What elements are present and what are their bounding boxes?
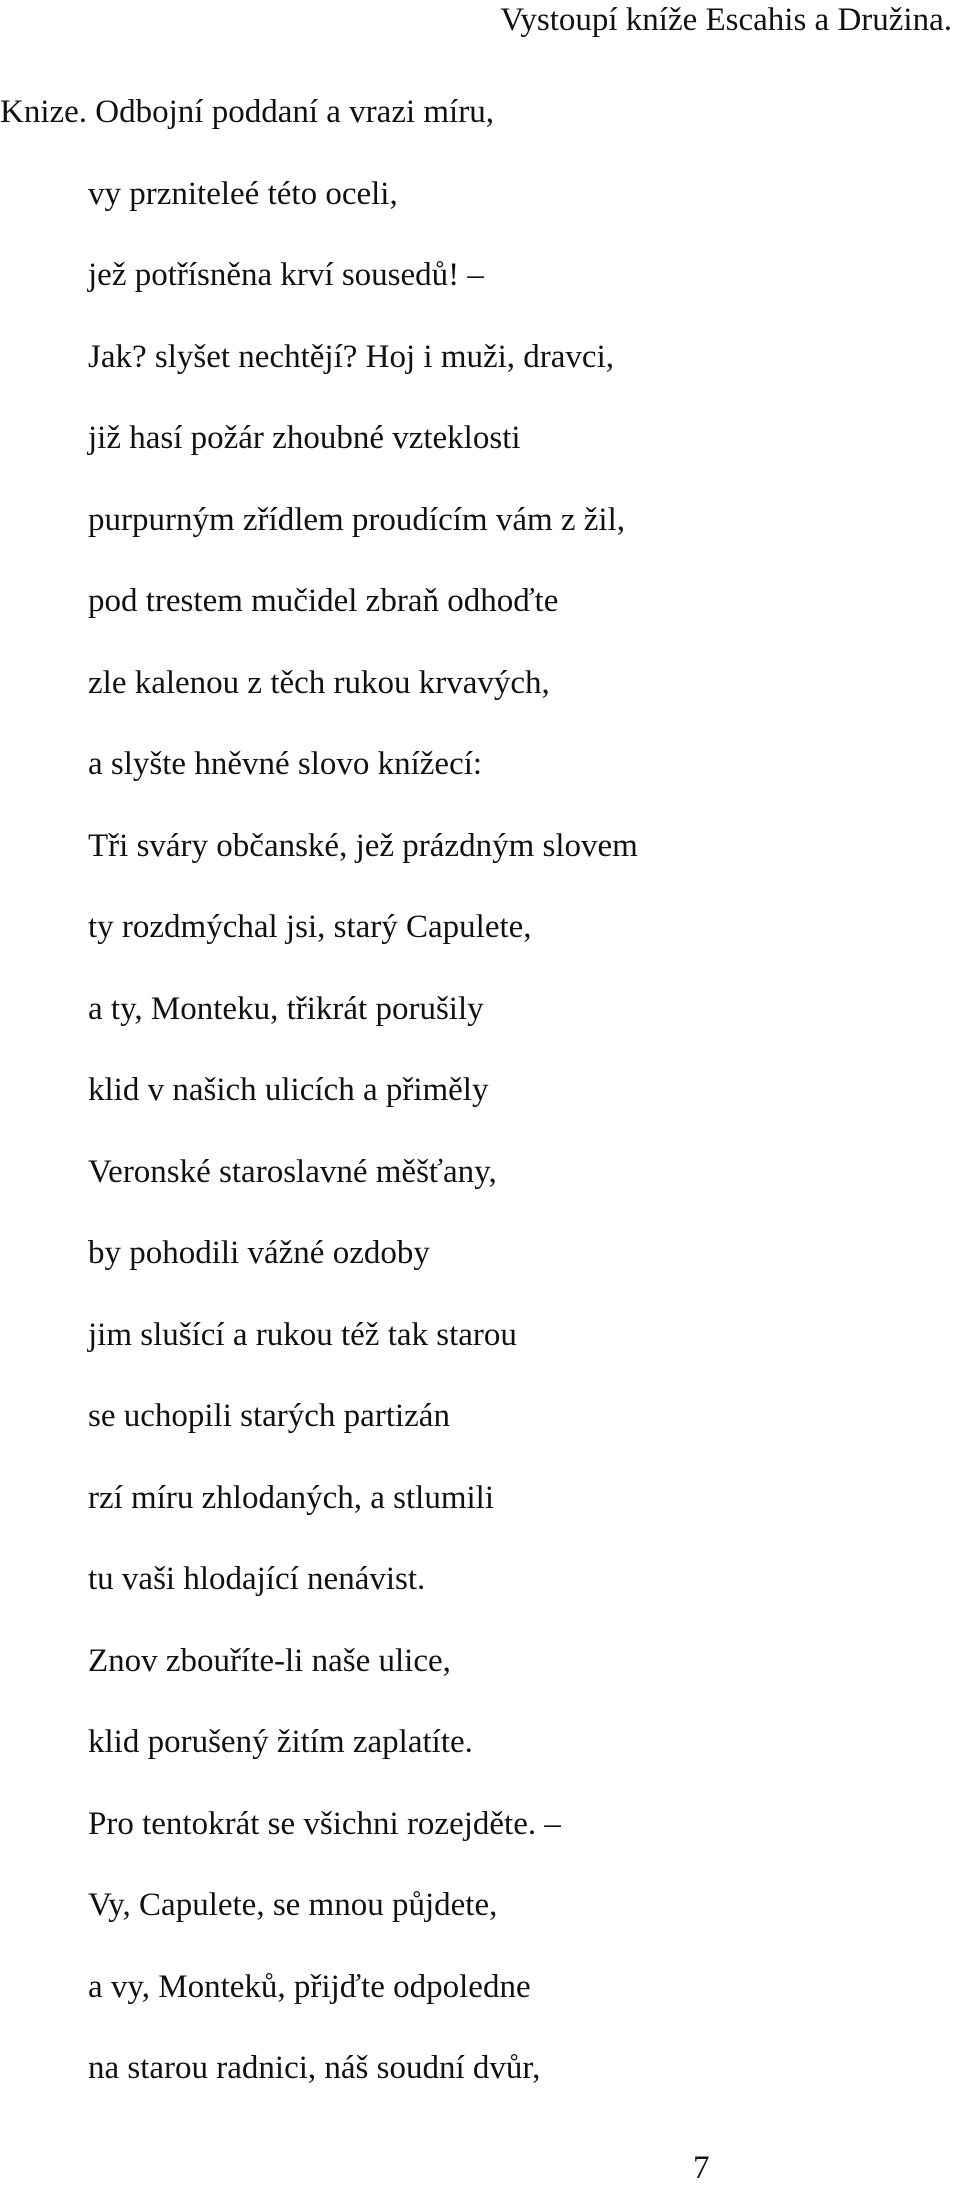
verse-line [0, 92, 928, 174]
stage-direction-header: Vystoupí kníže Escahis a Družina. [500, 2, 952, 38]
verse-line: purpurným zřídlem proudícím vám z žil, [88, 501, 626, 538]
verse-line: vy przniteleé této oceli, [88, 175, 398, 212]
verse-line: rzí míru zhlodaných, a stlumili [88, 1479, 494, 1516]
verse-line: zle kalenou z těch rukou krvavých, [88, 664, 550, 701]
verse-line: a vy, Monteků, přijďte odpoledne [88, 1968, 531, 2005]
verse-line: Jak? slyšet nechtějí? Hoj i muži, dravci, [88, 338, 615, 375]
verse-line: Tři sváry občanské, jež prázdným slovem [88, 827, 638, 864]
verse-line: a ty, Monteku, třikrát porušily [88, 990, 484, 1027]
page-number: 7 [693, 2150, 710, 2186]
verse-line: ty rozdmýchal jsi, starý Capulete, [88, 909, 532, 945]
verse-line: Znov zbouříte-li naše ulice, [88, 1642, 451, 1679]
verse-line: Veronské staroslavné měšťany, [88, 1153, 497, 1190]
verse-line: klid v našich ulicích a přiměly [88, 1072, 489, 1108]
verse-line: a slyšte hněvné slovo knížecí: [88, 746, 483, 782]
verse-line: Vy, Capulete, se mnou půjdete, [88, 1887, 498, 1923]
verse-line: pod trestem mučidel zbraň odhoďte [88, 583, 559, 619]
verse-line: by pohodili vážné ozdoby [88, 1235, 430, 1271]
verse-line: tu vaši hlodající nenávist. [88, 1561, 426, 1597]
verse-line: jež potřísněna krví sousedů! – [88, 257, 484, 293]
verse-line: na starou radnici, náš soudní dvůr, [88, 2050, 541, 2086]
verse-line: se uchopili starých partizán [88, 1398, 450, 1434]
verse-line: již hasí požár zhoubné vzteklosti [88, 420, 521, 456]
verse-line-text: Odbojní poddaní a vrazi míru, [95, 94, 494, 130]
speaker-name: Knize. [0, 94, 88, 130]
verse-line: klid porušený žitím zaplatíte. [88, 1724, 473, 1760]
verse-line: Pro tentokrát se všichni rozejděte. – [88, 1805, 561, 1842]
verse-line: jim slušící a rukou též tak starou [88, 1316, 517, 1353]
verse-block [0, 92, 928, 2130]
